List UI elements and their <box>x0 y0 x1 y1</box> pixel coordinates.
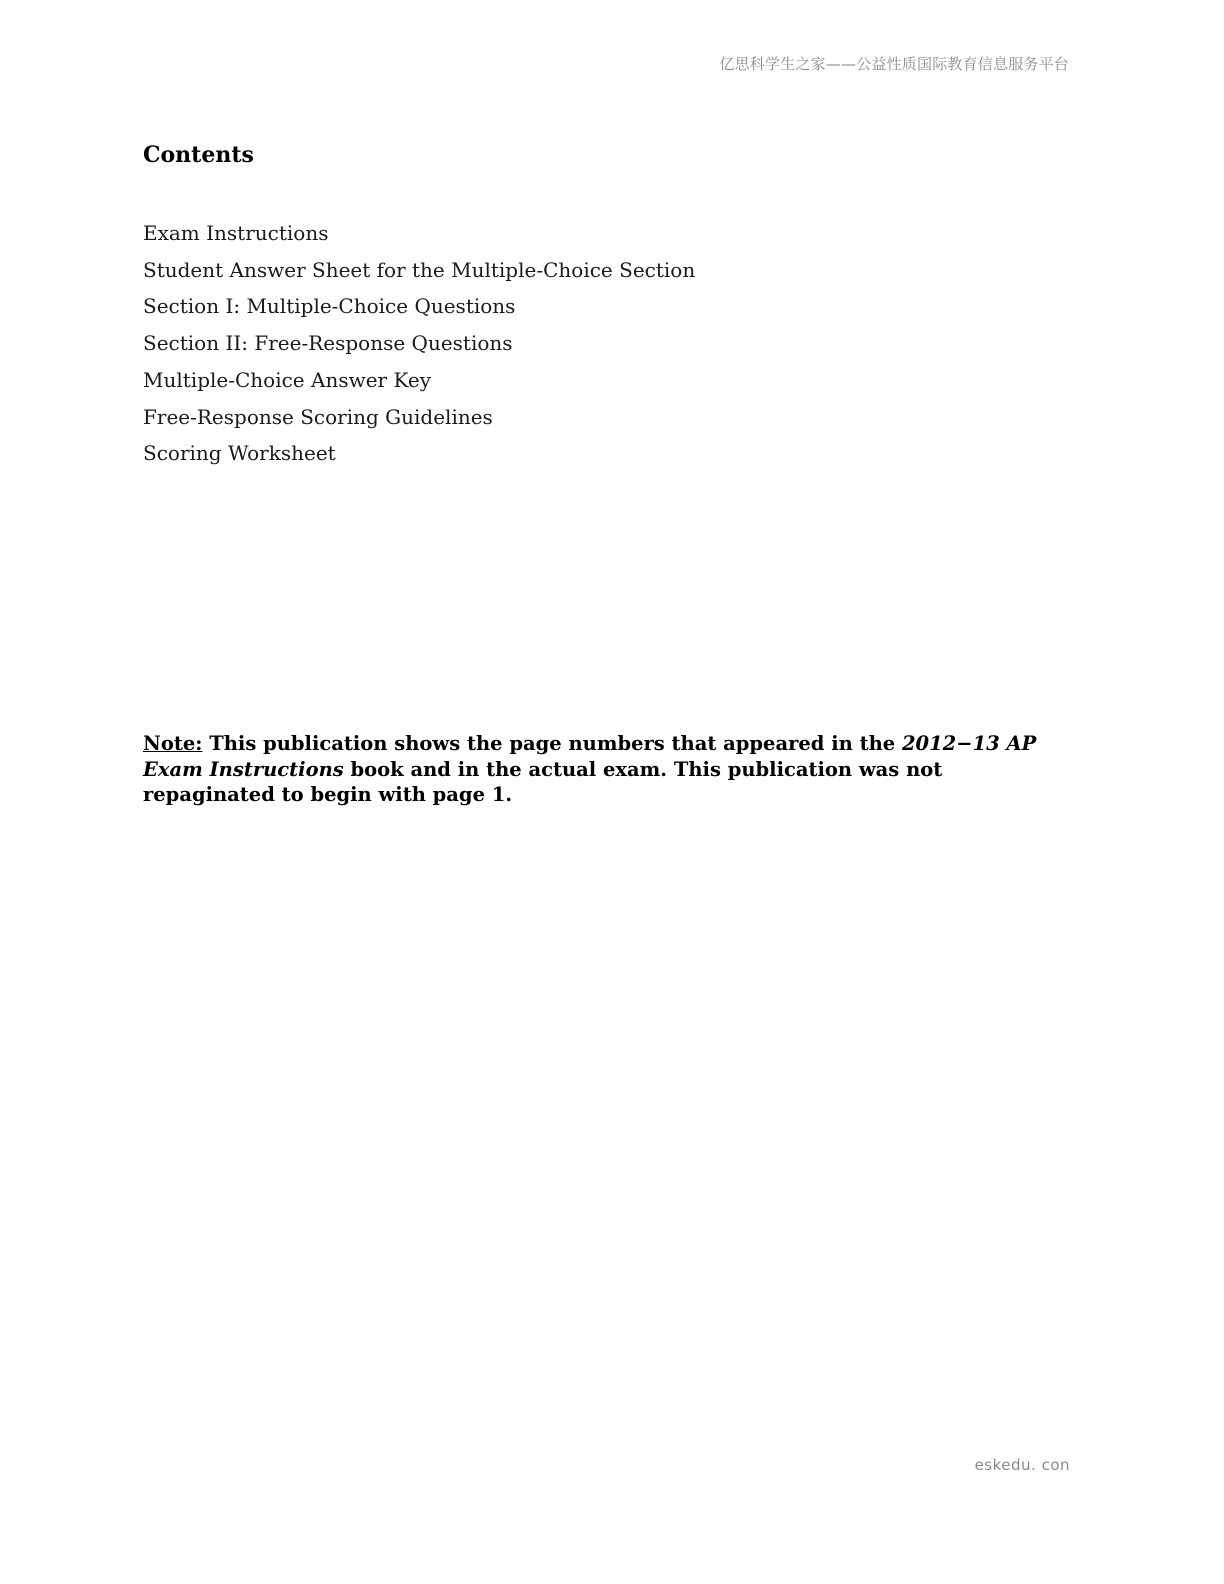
footer-watermark: eskedu. con <box>974 1456 1070 1474</box>
toc-item-exam-instructions: Exam Instructions <box>143 221 329 245</box>
table-of-contents <box>143 215 695 472</box>
toc-item-scoring-guidelines: Free-Response Scoring Guidelines <box>143 404 493 429</box>
note-text-before: This publication shows the page numbers that appeared in the <box>202 732 902 755</box>
toc-item-section-2-free-response: Section II: Free-Response Questions <box>143 331 513 356</box>
toc-item-student-answer-sheet: Student Answer Sheet for the Multiple-Choice Section <box>143 257 696 282</box>
header-watermark: 亿思科学生之家——公益性质国际教育信息服务平台 <box>719 55 1069 73</box>
note-publication-title: 2012−13 AP Exam Instructions <box>143 732 1037 781</box>
page-title: Contents <box>143 142 254 168</box>
toc-item-section-1-multiple-choice: Section I: Multiple-Choice Questions <box>143 294 516 319</box>
note-label: Note: <box>143 732 203 755</box>
toc-item-answer-key: Multiple-Choice Answer Key <box>143 367 431 392</box>
note-text-after: book and in the actual exam. This publication was not repaginated to begin with page 1. <box>143 757 943 806</box>
toc-item-scoring-worksheet: Scoring Worksheet <box>143 441 336 466</box>
pagination-note <box>143 731 1078 808</box>
